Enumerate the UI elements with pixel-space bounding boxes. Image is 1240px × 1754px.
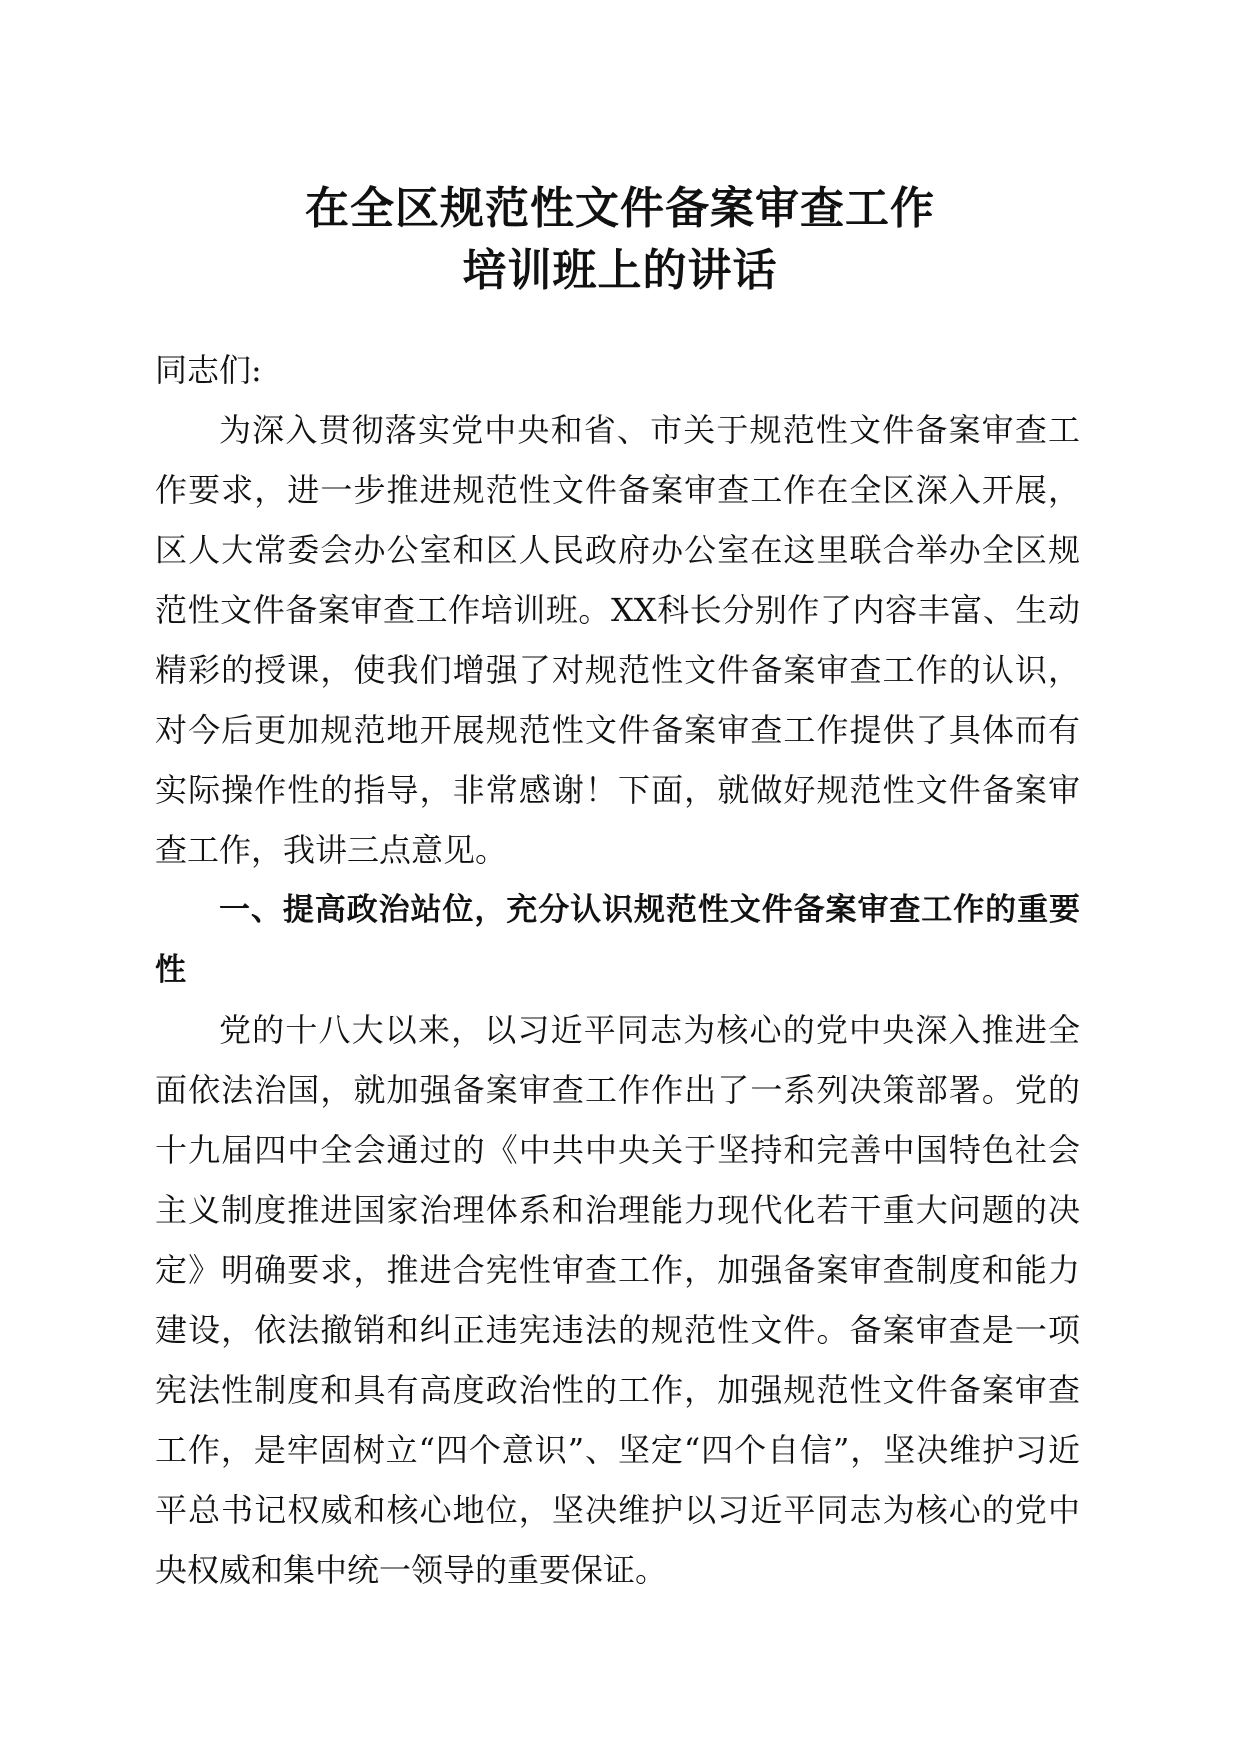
section-heading-1: 一、提高政治站位，充分认识规范性文件备案审查工作的重要性 bbox=[155, 892, 1080, 988]
title-line-1: 在全区规范性文件备案审查工作 bbox=[305, 183, 935, 234]
document-body bbox=[155, 340, 1080, 1600]
salutation: 同志们: bbox=[155, 351, 262, 389]
title-line-2: 培训班上的讲话 bbox=[462, 245, 778, 296]
body-paragraph-1: 为深入贯彻落实党中央和省、市关于规范性文件备案审查工作要求，进一步推进规范性文件备案审查工作在全区深入开展，区人大常委会办公室和区人民政府办公室在这里联合举办全区规范性文件备案审查工作培训班。XX科长分别作了内容丰富、生动精彩的授课，使我们增强了对规范性文件备案审查工作的认识，对今后更加规范地开展规范性文件备案审查工作提供了具体而有实际操作性的指导，非常感谢！下面，就做好规范性文件备案审查工作，我讲三点意见。 bbox=[155, 411, 1080, 869]
document-title bbox=[0, 178, 1240, 302]
body-paragraph-2: 党的十八大以来，以习近平同志为核心的党中央深入推进全面依法治国，就加强备案审查工作作出了一系列决策部署。党的十九届四中全会通过的《中共中央关于坚持和完善中国特色社会主义制度推进国家治理体系和治理能力现代化若干重大问题的决定》明确要求，推进合宪性审查工作，加强备案审查制度和能力建设，依法撤销和纠正违宪违法的规范性文件。备案审查是一项宪法性制度和具有高度政治性的工作，加强规范性文件备案审查工作，是牢固树立“四个意识”、坚定“四个自信”，坚决维护习近平总书记权威和核心地位，坚决维护以习近平同志为核心的党中央权威和集中统一领导的重要保证。 bbox=[155, 1011, 1080, 1589]
